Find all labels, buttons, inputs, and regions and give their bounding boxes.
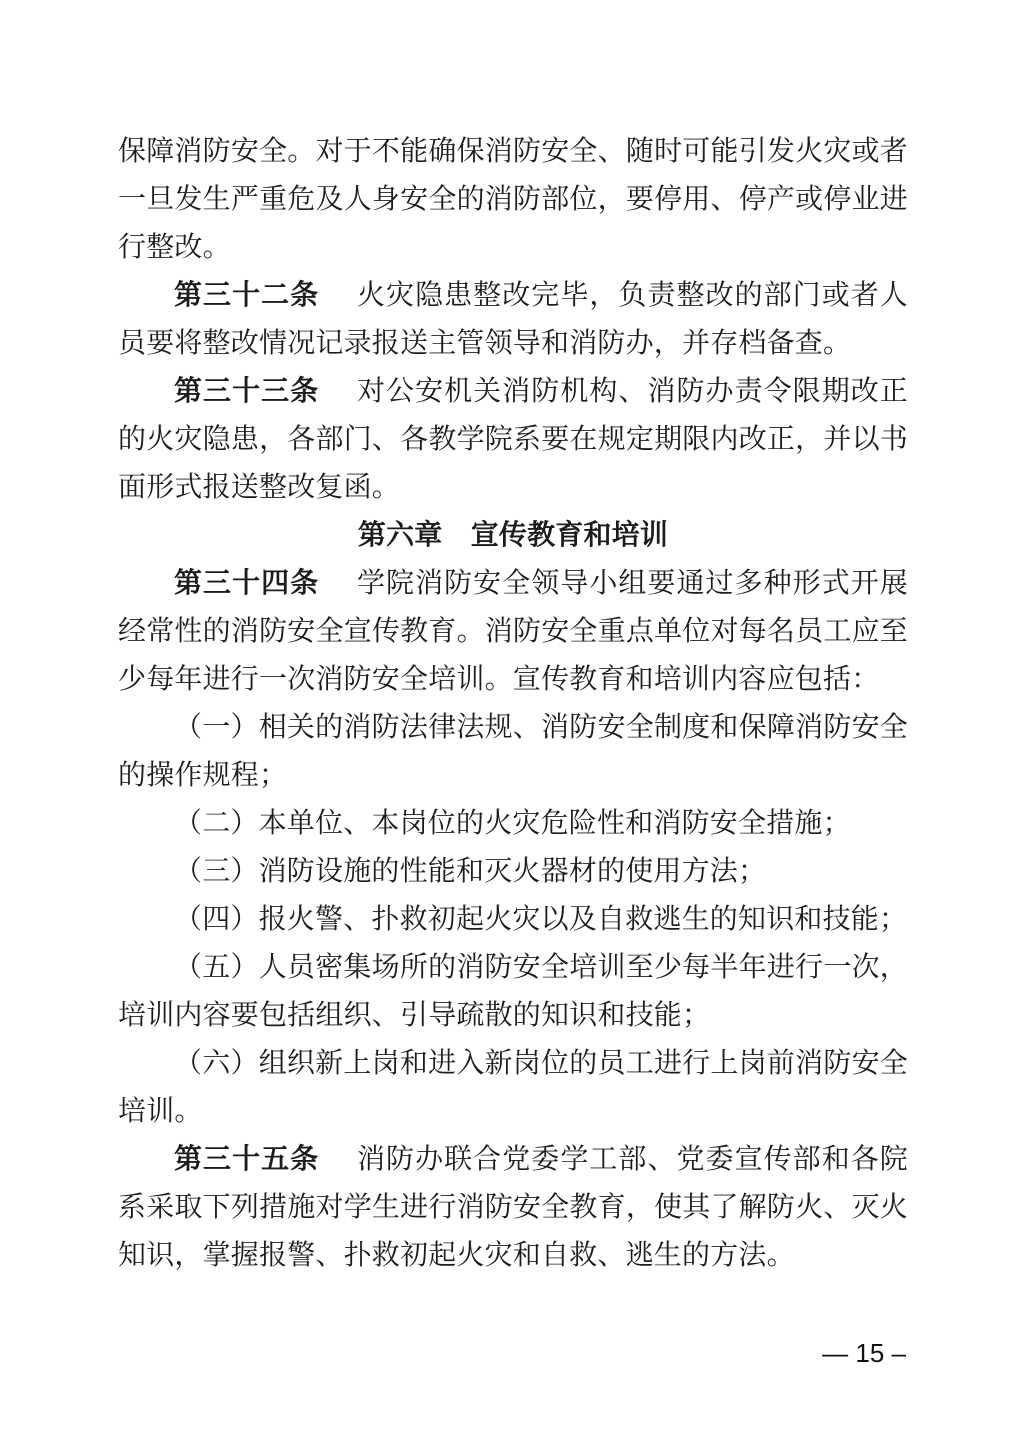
paragraph-continuation — [118, 128, 908, 272]
article-33 — [118, 368, 908, 512]
list-item-1-text: （一）相关的消防法律法规、消防安全制度和保障消防安全的操作规程； — [118, 712, 908, 791]
list-item-1 — [118, 704, 908, 800]
list-item-6-text: （六）组织新上岗和进入新岗位的员工进行上岗前消防安全培训。 — [118, 1048, 908, 1127]
list-item-3 — [118, 848, 908, 896]
article-33-text: 对公安机关消防机构、消防办责令限期改正的火灾隐患，各部门、各教学院系要在规定期限内改正，并以书面形式报送整改复函。 — [118, 376, 908, 503]
page-number: — 15 – — [822, 1338, 906, 1368]
article-35-number: 第三十五条 — [174, 1144, 320, 1175]
document-body — [118, 128, 908, 1280]
article-32-number: 第三十二条 — [174, 280, 320, 311]
chapter-6-heading: 第六章 宣传教育和培训 — [357, 520, 669, 551]
article-35 — [118, 1136, 908, 1280]
article-32-text: 火灾隐患整改完毕，负责整改的部门或者人员要将整改情况记录报送主管领导和消防办，并存档备查。 — [118, 280, 908, 359]
list-item-6 — [118, 1040, 908, 1136]
list-item-2-text: （二）本单位、本岗位的火灾危险性和消防安全措施； — [174, 808, 851, 839]
list-item-5 — [118, 944, 908, 1040]
list-item-4 — [118, 896, 908, 944]
list-item-4-text: （四）报火警、扑救初起火灾以及自救逃生的知识和技能； — [174, 904, 908, 935]
article-32 — [118, 272, 908, 368]
article-34-number: 第三十四条 — [174, 568, 320, 599]
list-item-2 — [118, 800, 908, 848]
article-33-number: 第三十三条 — [174, 376, 320, 407]
article-35-text: 消防办联合党委学工部、党委宣传部和各院系采取下列措施对学生进行消防安全教育，使其了解防火、灭火知识，掌握报警、扑救初起火灾和自救、逃生的方法。 — [118, 1144, 908, 1271]
list-item-3-text: （三）消防设施的性能和灭火器材的使用方法； — [174, 856, 767, 887]
list-item-5-text: （五）人员密集场所的消防安全培训至少每半年进行一次，培训内容要包括组织、引导疏散的知识和技能； — [118, 952, 908, 1031]
paragraph-text: 保障消防安全。对于不能确保消防安全、随时可能引发火灾或者一旦发生严重危及人身安全的消防部位，要停用、停产或停业进行整改。 — [118, 136, 908, 263]
article-34-text: 学院消防安全领导小组要通过多种形式开展经常性的消防安全宣传教育。消防安全重点单位对每名员工应至少每年进行一次消防安全培训。宣传教育和培训内容应包括： — [118, 568, 908, 695]
article-34 — [118, 560, 908, 704]
